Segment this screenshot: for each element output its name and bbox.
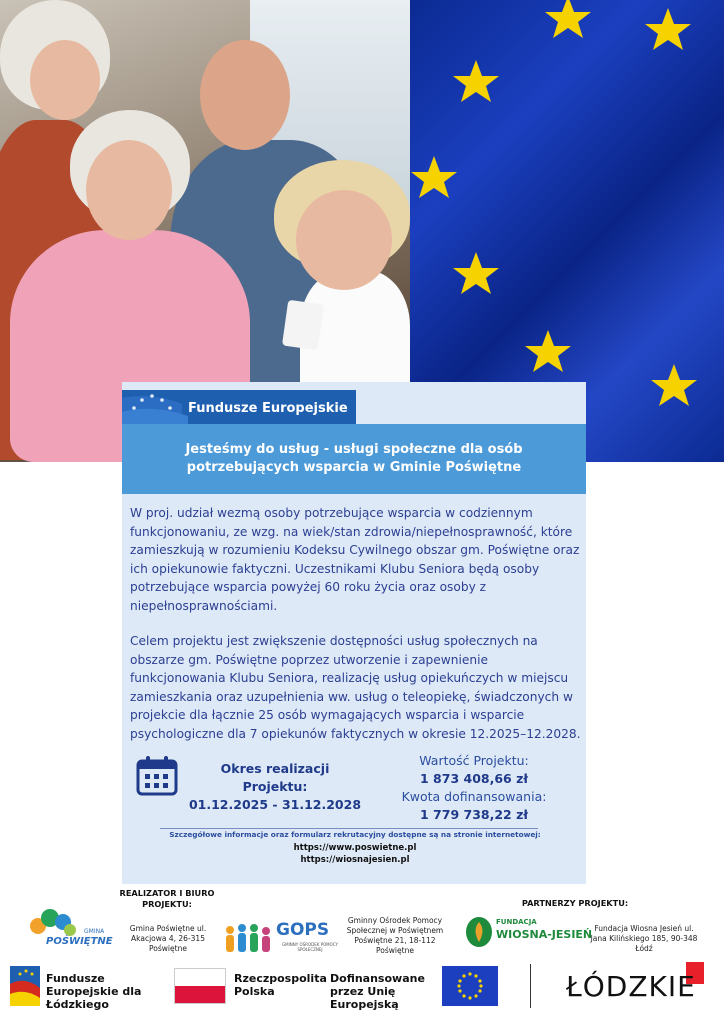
lodzkie-logo-text: ŁÓDZKIE — [566, 970, 696, 1003]
rp-text: Rzeczpospolita Polska — [234, 972, 327, 998]
star-icon — [411, 156, 457, 198]
star-icon — [453, 60, 499, 102]
gmina-logo-icon — [30, 908, 76, 938]
person-pink-face — [86, 140, 172, 240]
fundacja-leaf-icon — [464, 916, 494, 948]
info-text: Szczegółowe informacje oraz formularz rekrutacyjny dostępne są na stronie internetowej: — [169, 830, 541, 839]
fundacja-address: Fundacja Wiosna Jesień ul. Jana Kilińskiego 185, 90-348 Łódź — [590, 924, 698, 953]
fe-lodzkie-text: Fundusze Europejskie dla Łódzkiego — [46, 972, 142, 1011]
funding-amount: 1 779 738,22 zł — [420, 807, 528, 822]
value-amount: 1 873 408,66 zł — [420, 771, 528, 786]
gmina-logo-text: POŚWIĘTNE — [46, 936, 113, 947]
period-block — [188, 760, 362, 814]
person-right-face — [296, 190, 392, 290]
realizator-label: REALIZATOR I BIURO PROJEKTU: — [119, 888, 215, 909]
fe-logo-icon — [10, 966, 40, 1006]
star-icon — [453, 252, 499, 294]
funding-label: Kwota dofinansowania: — [401, 789, 547, 804]
gops-address: Gminny Ośrodek Pomocy Społecznej w Poświętnem Poświętne 21, 18-112 Poświętne — [346, 916, 444, 955]
fe-header — [122, 390, 356, 426]
gmina-address: Gmina Poświętne ul. Akacjowa 4, 26-315 Poświętne — [129, 924, 207, 953]
fe-wave-icon — [122, 390, 188, 426]
gops-logo-text: GOPS — [276, 920, 330, 940]
person-left-face — [30, 40, 100, 120]
divider — [160, 828, 538, 829]
value-label: Wartość Projektu: — [419, 753, 529, 768]
fe-header-label: Fundusze Europejskie — [188, 400, 348, 416]
star-icon — [651, 364, 697, 406]
footer-divider — [530, 964, 531, 1008]
title-box — [122, 424, 586, 494]
gmina-logo-small: GMINA — [84, 928, 105, 935]
paragraph-goal: Celem projektu jest zwiększenie dostępności usług społecznych na obszarze gm. Poświętne poprzez utworzenie i zapewnienie funkcjonowania Klubu Seniora, realizację usług opiekuńczych w miejscu zamieszkania oraz uzupełnienia ww. usług o teleopiekę, świadczonych w projekcie dla łącznie 25 osób wymagających wsparcia i wsparcie psychologiczne dla 7 opiekunów faktycznych w okresie 12.2025–12.2028. — [130, 634, 581, 741]
period-label: Okres realizacji Projektu: — [220, 761, 330, 794]
period-value: 01.12.2025 - 31.12.2028 — [188, 797, 362, 812]
fundacja-logo-small: FUNDACJA — [496, 918, 537, 926]
links-block — [130, 842, 580, 866]
partners-label: PARTNERZY PROJEKTU: — [521, 898, 629, 908]
polish-flag — [174, 968, 226, 1004]
star-icon — [645, 8, 691, 50]
page-title: Jesteśmy do usług - usługi społeczne dla osób potrzebujących wsparcia w Gminie Poświętne — [185, 442, 523, 475]
ue-text: Dofinansowane przez Unię Europejską — [330, 972, 425, 1011]
eu-flag-small-icon — [442, 966, 498, 1006]
star-icon — [545, 0, 591, 38]
link-poswietne[interactable]: https://www.poswietne.pl — [293, 843, 417, 853]
phone — [282, 300, 324, 351]
finance-block — [378, 752, 570, 824]
person-man-face — [200, 40, 290, 150]
paragraph-participants: W proj. udział wezmą osoby potrzebujące wsparcia w codziennym funkcjonowaniu, ze wzg. na wiek/stan zdrowia/niepełnosprawność, które zamieszkują w rozumieniu Kodeksu Cywilnego obszar gm. Poświętne oraz ich opiekunowie faktyczni. Uczestnikami Klubu Seniora będą osoby potrzebujące wsparcia powyżej 60 roku życia oraz osoby z niepełnosprawnościami. — [130, 506, 580, 613]
link-wiosnajesien[interactable]: https://wiosnajesien.pl — [300, 855, 410, 865]
gops-people-icon — [222, 922, 274, 954]
fundacja-logo-text: WIOSNA-JESIEŃ — [496, 928, 593, 941]
star-icon — [525, 330, 571, 372]
gops-logo-sub: GMINNY OŚRODEK POMOCY SPOŁECZNEJ — [282, 942, 338, 952]
calendar-icon — [136, 756, 178, 796]
